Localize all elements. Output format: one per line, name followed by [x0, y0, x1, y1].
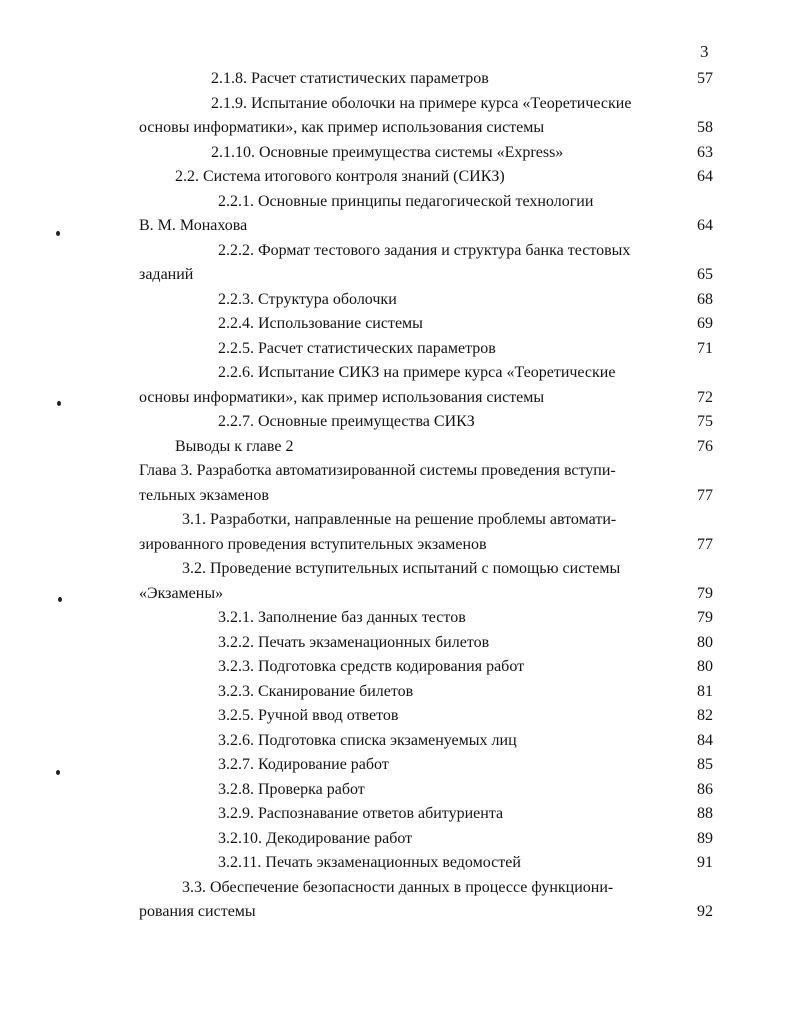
toc-entry [0, 534, 793, 556]
toc-entry-text: «Экзамены» [139, 585, 224, 602]
toc-entry [0, 509, 793, 531]
toc-entry-page: 85 [697, 756, 713, 773]
scan-mark [56, 770, 60, 775]
toc-entry [0, 117, 793, 139]
toc-entry-text: 3.2.3. Сканирование билетов [218, 683, 414, 700]
toc-entry [0, 828, 793, 850]
toc-entry [0, 852, 793, 874]
toc-entry-page: 80 [697, 634, 713, 651]
toc-entry [0, 411, 793, 433]
toc-entry-text: 3.2.3. Подготовка средств кодирования работ [218, 658, 525, 675]
toc-entry [0, 681, 793, 703]
toc-entry-text: 2.1.8. Расчет статистических параметров [211, 70, 489, 87]
toc-entry-page: 80 [697, 658, 713, 675]
toc-entry-text: зированного проведения вступительных экзаменов [139, 536, 487, 553]
toc-entry [0, 803, 793, 825]
toc-entry [0, 460, 793, 482]
toc-entry-text: 2.2.4. Использование системы [218, 315, 423, 332]
toc-entry-page: 72 [697, 389, 713, 406]
toc-entry-page: 89 [697, 830, 713, 847]
toc-entry-text: 2.2.3. Структура оболочки [218, 291, 397, 308]
toc-entry-text: 3.2.7. Кодирование работ [218, 756, 389, 773]
toc-entry-text: 2.1.9. Испытание оболочки на примере курса «Теоретические [211, 95, 632, 112]
toc-entry-text: 3.2.1. Заполнение баз данных тестов [218, 609, 466, 626]
toc-entry [0, 583, 793, 605]
toc-entry-text: 3.2.9. Распознавание ответов абитуриента [218, 805, 504, 822]
toc-entry [0, 240, 793, 262]
toc-entry [0, 166, 793, 188]
toc-entry-page: 82 [697, 707, 713, 724]
toc-entry-page: 63 [697, 144, 713, 161]
toc-entry [0, 779, 793, 801]
scan-mark [56, 231, 60, 236]
toc-entry [0, 362, 793, 384]
toc-entry-text: 2.2.5. Расчет статистических параметров [218, 340, 496, 357]
toc-entry-text: 3.2. Проведение вступительных испытаний с помощью системы [182, 560, 621, 577]
toc-entry-text: Глава 3. Разработка автоматизированной системы проведения вступи- [139, 462, 616, 479]
toc-entry-text: 3.2.6. Подготовка списка экзаменуемых лиц [218, 732, 517, 749]
toc-entry-page: 68 [697, 291, 713, 308]
toc-entry-page: 79 [697, 609, 713, 626]
toc-entry-text: основы информатики», как пример использования системы [139, 119, 545, 136]
toc-entry [0, 754, 793, 776]
toc-entry-text: 3.2.10. Декодирование работ [218, 830, 413, 847]
toc-entry [0, 387, 793, 409]
toc-entry [0, 558, 793, 580]
toc-entry-text: 3.2.5. Ручной ввод ответов [218, 707, 399, 724]
toc-entry-page: 79 [697, 585, 713, 602]
toc-entry [0, 901, 793, 923]
toc-entry [0, 656, 793, 678]
toc-entry-page: 91 [697, 854, 713, 871]
toc-entry [0, 338, 793, 360]
toc-entry-page: 58 [697, 119, 713, 136]
toc-entry-page: 64 [697, 217, 713, 234]
toc-entry [0, 191, 793, 213]
toc-entry [0, 705, 793, 727]
toc-entry-text: 3.1. Разработки, направленные на решение проблемы автомати- [182, 511, 617, 528]
toc-entry-page: 92 [697, 903, 713, 920]
toc-entry-text: Выводы к главе 2 [175, 438, 294, 455]
toc-entry-page: 65 [697, 266, 713, 283]
toc-entry-page: 75 [697, 413, 713, 430]
toc-entry-page: 69 [697, 315, 713, 332]
toc-entry [0, 313, 793, 335]
toc-entry-text: 3.3. Обеспечение безопасности данных в процессе функциони- [182, 879, 614, 896]
toc-entry-text: основы информатики», как пример использования системы [139, 389, 545, 406]
toc-entry-text: 2.2.1. Основные принципы педагогической технологии [218, 193, 594, 210]
toc-entry [0, 215, 793, 237]
toc-entry [0, 632, 793, 654]
page-number: 3 [700, 42, 709, 61]
toc-entry-page: 71 [697, 340, 713, 357]
toc-entry-page: 84 [697, 732, 713, 749]
toc-entry-text: 2.1.10. Основные преимущества системы «Express» [211, 144, 564, 161]
toc-entry-text: 3.2.8. Проверка работ [218, 781, 365, 798]
toc-entry [0, 264, 793, 286]
toc-entry [0, 485, 793, 507]
toc-entry-text: В. М. Монахова [139, 217, 248, 234]
toc-entry [0, 607, 793, 629]
toc-entry-text: 2.2.6. Испытание СИКЗ на примере курса «Теоретические [218, 364, 616, 381]
toc-entry-page: 88 [697, 805, 713, 822]
toc-entry-page: 77 [697, 487, 713, 504]
toc-entry-page: 64 [697, 168, 713, 185]
toc-entry-text: 3.2.2. Печать экзаменационных билетов [218, 634, 490, 651]
toc-entry-text: 2.2.2. Формат тестового задания и структура банка тестовых [218, 242, 631, 259]
toc-entry-text: заданий [139, 266, 194, 283]
toc-entry [0, 289, 793, 311]
toc-entry-page: 76 [697, 438, 713, 455]
toc-entry-page: 77 [697, 536, 713, 553]
toc-entry-text: рования системы [139, 903, 256, 920]
toc-entry [0, 142, 793, 164]
toc-entry-page: 57 [697, 70, 713, 87]
toc-entry [0, 93, 793, 115]
toc-entry [0, 68, 793, 90]
toc-entry-page: 86 [697, 781, 713, 798]
toc-entry-text: 3.2.11. Печать экзаменационных ведомостей [218, 854, 521, 871]
toc-entry-text: тельных экзаменов [139, 487, 269, 504]
toc-entry [0, 877, 793, 899]
scan-mark [57, 401, 61, 406]
toc-entry-text: 2.2. Система итогового контроля знаний (СИКЗ) [175, 168, 505, 185]
toc-entry [0, 436, 793, 458]
toc-entry-page: 81 [697, 683, 713, 700]
toc-entry [0, 730, 793, 752]
toc-entry-text: 2.2.7. Основные преимущества СИКЗ [218, 413, 475, 430]
scan-mark [58, 597, 62, 602]
